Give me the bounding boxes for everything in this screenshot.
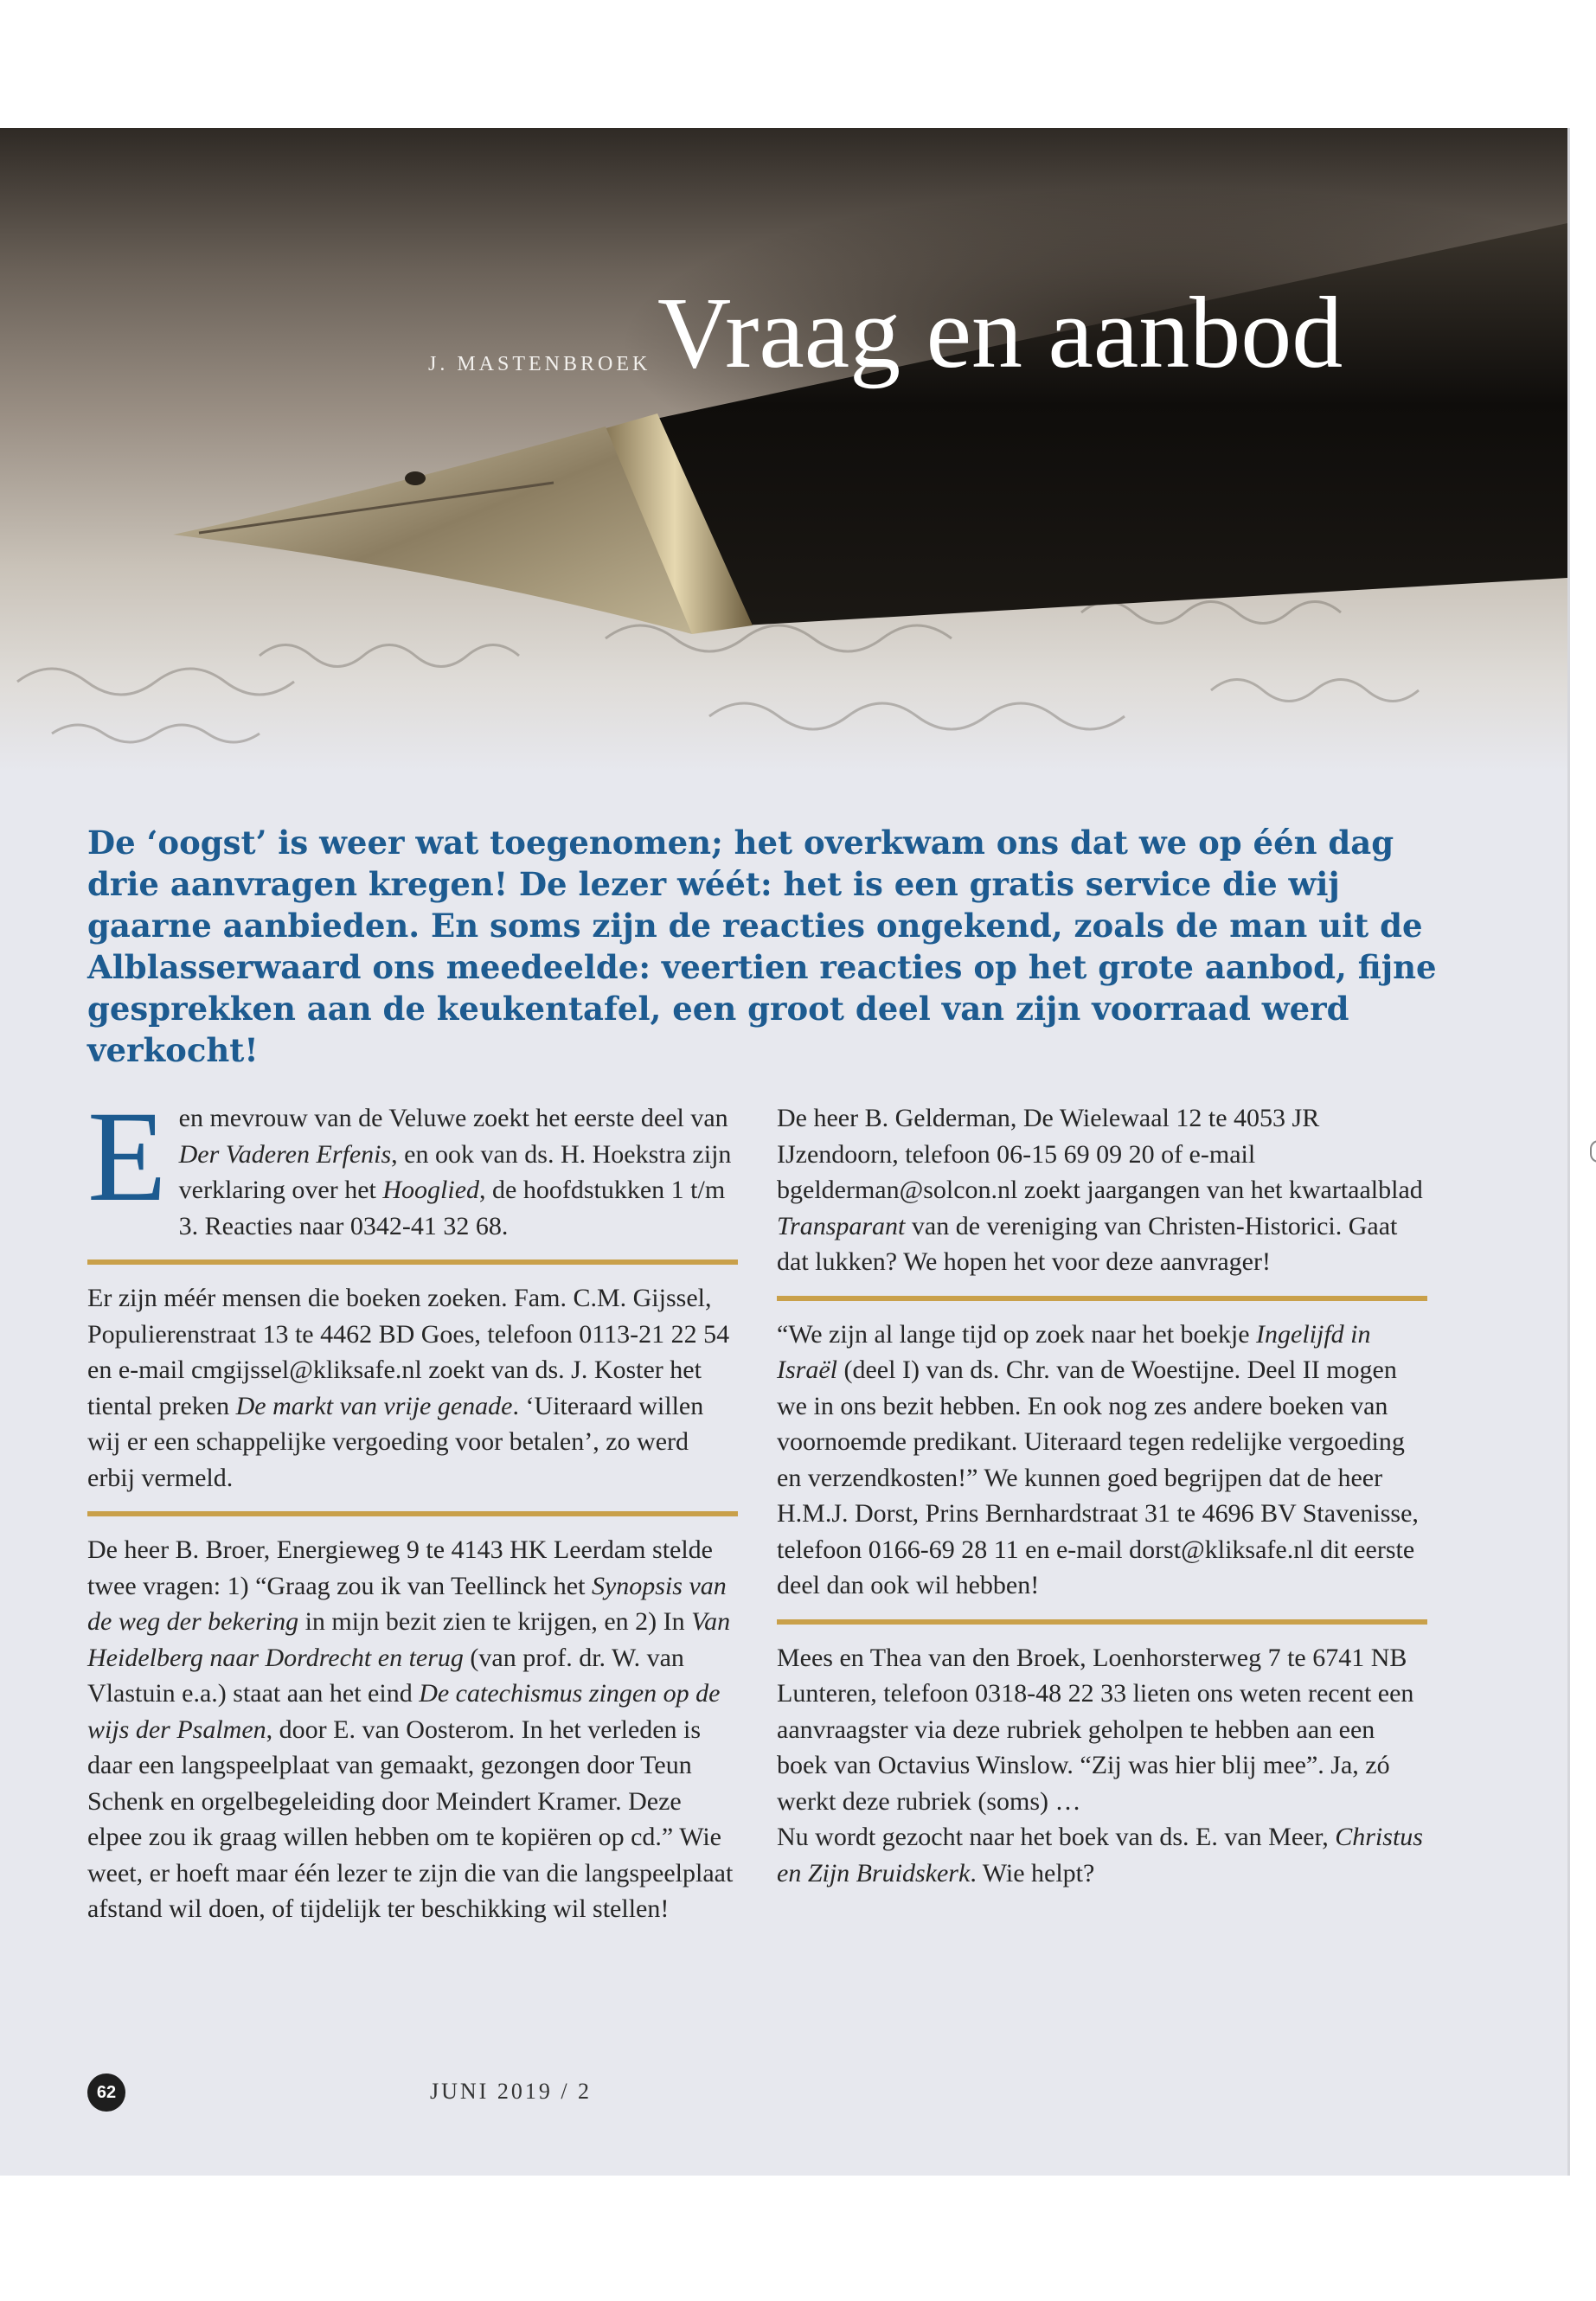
paragraph-gelderman: De heer B. Gelderman, De Wielewaal 12 te 4053 JR IJzendoorn, telefoon 06-15 69 09 20 of e-mail bgelderman@solcon.nl zoekt jaargangen van het kwartaalblad Transparant van de vereniging van Christen-Historici. Gaat dat lukken? We hopen het voor deze aanvrager! <box>777 1104 1423 1276</box>
right-column <box>777 1100 1427 1891</box>
author-byline: J. MASTENBROEK <box>428 353 651 375</box>
drop-cap: E <box>87 1085 167 1228</box>
paragraph-van-den-broek: Mees en Thea van den Broek, Loenhorsterweg 7 te 6741 NB Lunteren, telefoon 0318-48 22 33 lieten ons weten recent een aanvraagster via deze rubriek geholpen te hebben aan een boek van Octavius Winslow. “Zij was hier blij mee”. Ja, zó werkt deze rubriek (soms) … <box>777 1643 1414 1816</box>
paragraph-gijssel: Er zijn méér mensen die boeken zoeken. Fam. C.M. Gijssel, Populierenstraat 13 te 4462 BD Goes, telefoon 0113-21 22 54 en e-mail cmgijssel@kliksafe.nl zoekt van ds. J. Koster het tiental preken De markt van vrije genade. ‘Uiteraard willen wij er een schappelijke vergoeding voor betalen’, zo werd erbij vermeld. <box>87 1284 730 1492</box>
section-divider <box>87 1259 738 1265</box>
article-title: Vraag en aanbod <box>657 276 1343 389</box>
section-divider <box>777 1296 1427 1301</box>
paragraph-veluwe: Een mevrouw van de Veluwe zoekt het eerste deel van Der Vaderen Erfenis, en ook van ds. H. Hoekstra zijn verklaring over het Hooglied, de hoofdstukken 1 t/m 3. Reacties naar 0342-41 32 68. <box>87 1085 732 1240</box>
paragraph-van-meer: Nu wordt gezocht naar het boek van ds. E. van Meer, Christus en Zijn Bruidskerk. Wie helpt? <box>777 1823 1423 1888</box>
page-number-badge: 62 <box>87 2073 125 2112</box>
fountain-pen-illustration <box>0 128 1567 772</box>
section-divider <box>87 1511 738 1516</box>
left-column <box>87 1085 738 1927</box>
paragraph-dorst: “We zijn al lange tijd op zoek naar het boekje Ingelijfd in Israël (deel I) van ds. Chr. van de Woestijne. Deel II mogen we in ons bezit hebben. En ook nog zes andere boeken van voornoemde predikant. Uiteraard tegen redelijke vergoeding en verzendkosten!” We kunnen goed begrijpen dat de heer H.M.J. Dorst, Prins Bernhardstraat 31 te 4696 BV Stavenisse, telefoon 0166-69 28 11 en e-mail dorst@kliksafe.nl dit eerste deel dan ook wil hebben! <box>777 1319 1419 1599</box>
section-divider <box>777 1619 1427 1625</box>
paragraph-broer: De heer B. Broer, Energieweg 9 te 4143 HK Leerdam stelde twee vragen: 1) “Graag zou ik van Teellinck het Synopsis van de weg der bekering in mijn bezit zien te krijgen, en 2) In Van Heidelberg naar Dordrecht en terug (van prof. dr. W. van Vlastuin e.a.) staat aan het eind De catechismus zingen op de wijs der Psalmen, door E. van Oosterom. In het verleden is daar een langspeelplaat van gemaakt, gezongen door Teun Schenk en orgelbegeleiding door Meindert Kramer. Deze elpee zou ik graag willen hebben om te kopiëren op cd.” Wie weet, er hoeft maar één lezer te zijn die van die langspeelplaat afstand wil doen, of tijdelijk ter beschikking wil stellen! <box>87 1535 734 1923</box>
issue-label: JUNI 2019 / 2 <box>430 2079 593 2104</box>
hero-image-fountain-pen <box>0 128 1567 772</box>
intro-paragraph: De ‘oogst’ is weer wat toegenomen; het overkwam ons dat we op één dag drie aanvragen kregen! De lezer wéét: het is een gratis service die wij gaarne aanbieden. En soms zijn de reacties ongekend, zoals de man uit de Alblasserwaard ons meedeelde: veertien reacties op het grote aanbod, fijne gesprekken aan de keukentafel, een groot deel van zijn voorraad werd verkocht! <box>87 824 1437 1069</box>
